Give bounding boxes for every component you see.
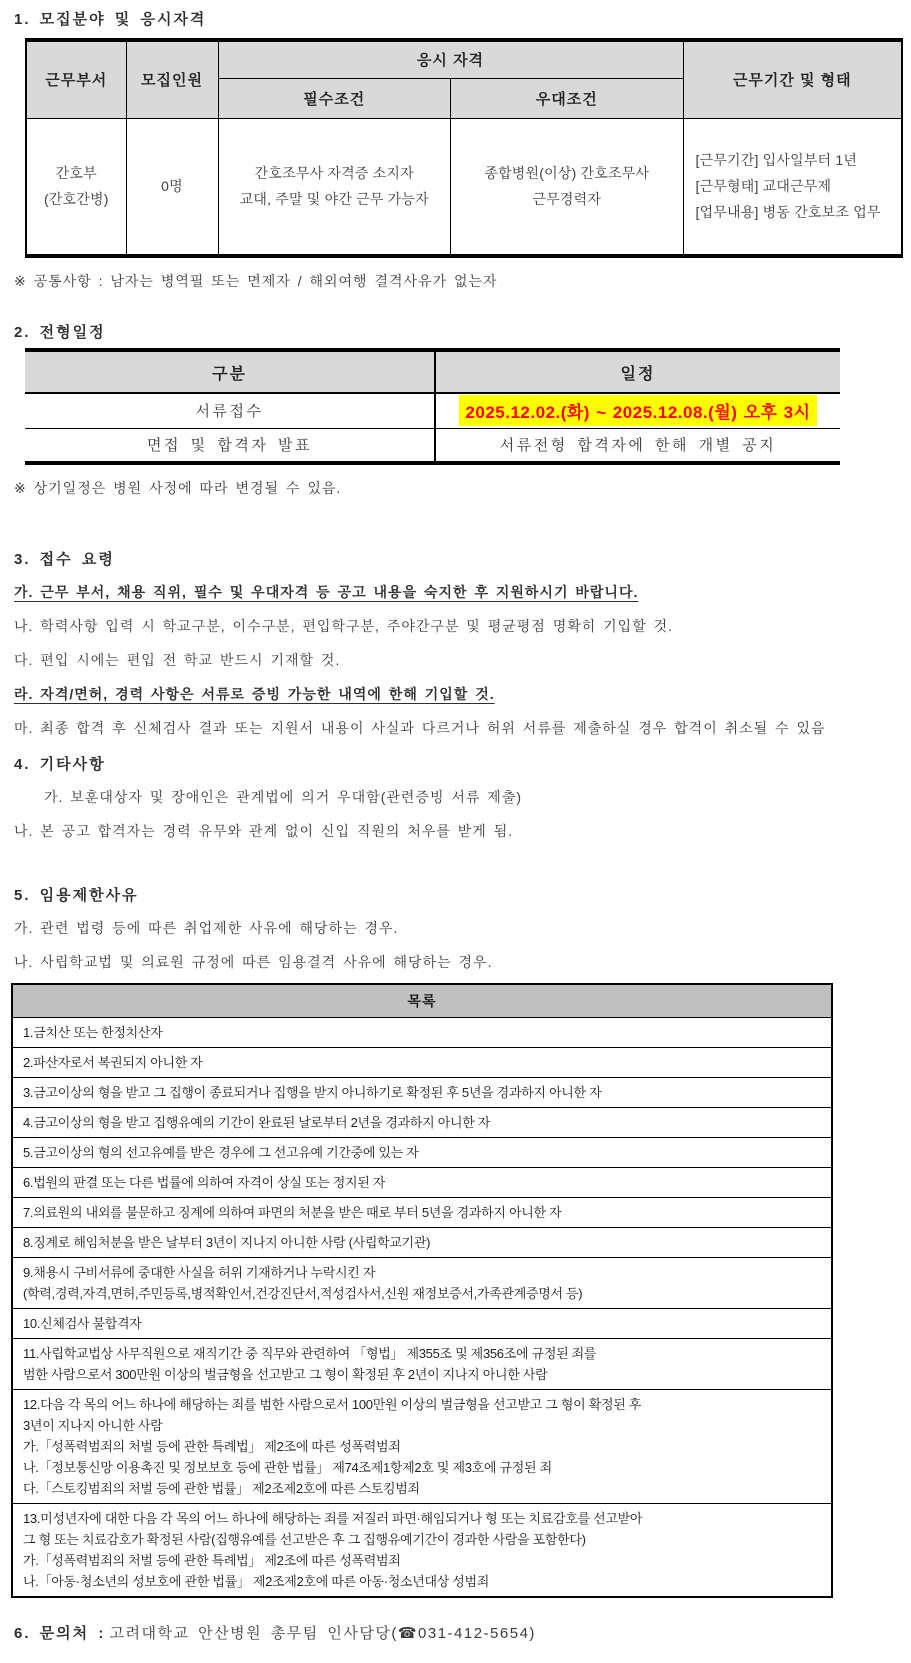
schedule-table [25,348,840,465]
list-line: 가.「성폭력범죄의 처벌 등에 관한 특례법」 제2조에 따른 성폭력범죄 [23,1552,401,1568]
list-line: 6.법원의 판결 또는 다른 법률에 의하여 자격이 상실 또는 정지된 자 [23,1174,386,1190]
list-line: 2.파산자로서 복권되지 아니한 자 [23,1054,203,1070]
list-item [12,1257,832,1308]
col-header-count: 모집인원 [126,40,218,118]
restriction-item-ga: 가. 관련 법령 등에 따른 취업제한 사유에 해당하는 경우. [14,920,399,936]
list-item [12,1338,832,1389]
list-line: 11.사립학교법상 사무직원으로 재직기간 중 직무와 관련하여 「형법」 제355조 및 제356조에 규정된 죄를 [23,1345,597,1361]
list-line: 7.의료원의 내외를 불문하고 징계에 의하여 파면의 처분을 받은 때로 부터 5년을 경과하지 아니한 자 [23,1204,562,1220]
list-line: 그 형 또는 치료감호가 확정된 사람(집행유예를 선고받은 후 그 집행유예기간이 경과한 사람을 포함한다) [23,1531,586,1547]
other-item-na: 나. 본 공고 합격자는 경력 유무와 관계 없이 신입 직원의 처우를 받게 됨. [14,823,514,839]
highlighted-deadline: 2025.12.02.(화) ~ 2025.12.08.(월) 오후 3시 [459,395,816,426]
list-line: 다.「스토킹범죄의 처벌 등에 관한 법률」 제2조제2호에 따른 스토킹범죄 [23,1480,420,1496]
list-item [12,1389,832,1503]
list-header: 목록 [12,984,832,1017]
col-header-required: 필수조건 [218,78,451,118]
section4-title: 4. 기타사항 [14,756,106,773]
col-header-schedule: 일정 [435,350,840,393]
contact-value: 고려대학교 안산병원 총무팀 인사담당(☎031-412-5654) [109,1624,536,1642]
instruction-item-ma: 마. 최종 합격 후 신체검사 결과 또는 지원서 내용이 사실과 다르거나 허위 서류를 제출하실 경우 합격이 취소될 수 있음 [14,720,826,736]
dept-line: 간호부 [55,165,97,182]
table-row [25,428,840,463]
list-item [12,1077,832,1107]
restriction-list-table [11,983,833,1598]
list-item [12,1137,832,1167]
cell-doc-submission-label: 서류접수 [25,393,435,428]
preferred-line: 종합병원(이상) 간호조무사 [484,165,650,182]
instruction-item-ra: 라. 자격/면허, 경력 사항은 서류로 증빙 가능한 내역에 한해 기입할 것. [14,686,495,702]
list-line: 범한 사람으로서 300만원 이상의 벌금형을 선고받고 그 형이 확정된 후 2년이 지나지 아니한 사람 [23,1366,548,1382]
cell-doc-submission-period [435,393,840,428]
list-line: 10.신체검사 불합격자 [23,1315,142,1331]
contact-label: 6. 문의처 : [14,1624,106,1642]
cell-period [683,118,902,256]
list-line: 1.금치산 또는 한정치산자 [23,1024,163,1040]
list-item [12,1167,832,1197]
period-line: [근무기간] 입사일부터 1년 [695,152,858,169]
list-item [12,1107,832,1137]
col-header-category: 구분 [25,350,435,393]
schedule-change-note: ※ 상기일정은 병원 사정에 따라 변경될 수 있음. [14,480,342,496]
list-item [12,1503,832,1597]
list-item [12,1197,832,1227]
recruitment-table [25,38,903,258]
required-line: 간호조무사 자격증 소지자 [254,165,414,182]
col-header-dept: 근무부서 [26,40,126,118]
cell-interview-value: 서류전형 합격자에 한해 개별 공지 [499,437,777,455]
instruction-item-ga: 가. 근무 부서, 채용 직위, 필수 및 우대자격 등 공고 내용을 숙지한 후 지원하시기 바랍니다. [14,584,639,600]
contact-line [14,1622,911,1643]
restriction-item-na: 나. 사립학교법 및 의료원 규정에 따른 임용결격 사유에 해당하는 경우. [14,954,493,970]
period-line: [업무내용] 병동 간호보조 업무 [695,204,881,221]
col-header-period: 근무기간 및 형태 [683,40,902,118]
table-row [25,393,840,428]
list-line: 8.징계로 해임처분을 받은 날부터 3년이 지나지 아니한 사람 (사립학교기관) [23,1234,431,1250]
list-line: 나.「정보통신망 이용촉진 및 정보보호 등에 관한 법률」 제74조제1항제2호 및 제3호에 규정된 죄 [23,1459,552,1475]
dept-line: (간호간병) [43,191,109,208]
instruction-item-na: 나. 학력사항 입력 시 학교구분, 이수구분, 편입학구분, 주야간구분 및 평균평점 명확히 기입할 것. [14,618,674,634]
list-item [12,1047,832,1077]
list-item [12,1017,832,1047]
col-header-qualification: 응시 자격 [218,40,683,78]
instruction-item-da: 다. 편입 시에는 편입 전 학교 반드시 기재할 것. [14,652,341,668]
cell-dept [26,118,126,256]
list-line: (학력,경력,자격,면허,주민등록,병적확인서,건강진단서,적성검사서,신원 재정보증서,가족관계증명서 등) [23,1285,583,1301]
cell-interview-label: 면접 및 합격자 발표 [25,428,435,463]
list-line: 나.「아동·청소년의 성보호에 관한 법률」 제2조제2호에 따른 아동·청소년대상 성범죄 [23,1573,490,1589]
other-item-ga: 가. 보훈대상자 및 장애인은 관계법에 의거 우대함(관련증빙 서류 제출) [44,789,523,805]
period-line: [근무형태] 교대근무제 [695,178,832,195]
cell-preferred [451,118,684,256]
list-line: 12.다음 각 목의 어느 하나에 해당하는 죄를 범한 사람으로서 100만원 이상의 벌금형을 선고받고 그 형이 확정된 후 [23,1396,642,1412]
list-line: 5.금고이상의 형의 선고유예를 받은 경우에 그 선고유예 기간중에 있는 자 [23,1144,419,1160]
list-line: 9.채용시 구비서류에 중대한 사실을 허위 기재하거나 누락시킨 자 [23,1264,376,1280]
preferred-line: 근무경력자 [532,191,602,208]
required-line: 교대, 주말 및 야간 근무 가능자 [239,191,429,208]
cell-required [218,118,451,256]
common-requirements-note: ※ 공통사항 : 남자는 병역필 또는 면제자 / 해외여행 결격사유가 없는자 [14,273,498,289]
section2-title: 2. 전형일정 [14,324,106,341]
list-line: 가.「성폭력범죄의 처벌 등에 관한 특례법」 제2조에 따른 성폭력범죄 [23,1438,401,1454]
table-row [26,118,902,256]
list-line: 3년이 지나지 아니한 사람 [23,1417,163,1433]
list-line: 4.금고이상의 형을 받고 집행유예의 기간이 완료된 날로부터 2년을 경과하지 아니한 자 [23,1114,491,1130]
section5-title: 5. 임용제한사유 [14,887,139,904]
list-line: 3.금고이상의 형을 받고 그 집행이 종료되거나 집행을 받지 아니하기로 확정된 후 5년을 경과하지 아니한 자 [23,1084,602,1100]
col-header-preferred: 우대조건 [451,78,684,118]
cell-count: 0명 [126,118,218,256]
list-line: 13.미성년자에 대한 다음 각 목의 어느 하나에 해당하는 죄를 저질러 파면·해임되거나 형 또는 치료감호를 선고받아 [23,1510,643,1526]
section3-title: 3. 접수 요령 [14,551,115,568]
section1-title: 1. 모집분야 및 응시자격 [14,11,207,28]
list-item [12,1308,832,1338]
list-item [12,1227,832,1257]
